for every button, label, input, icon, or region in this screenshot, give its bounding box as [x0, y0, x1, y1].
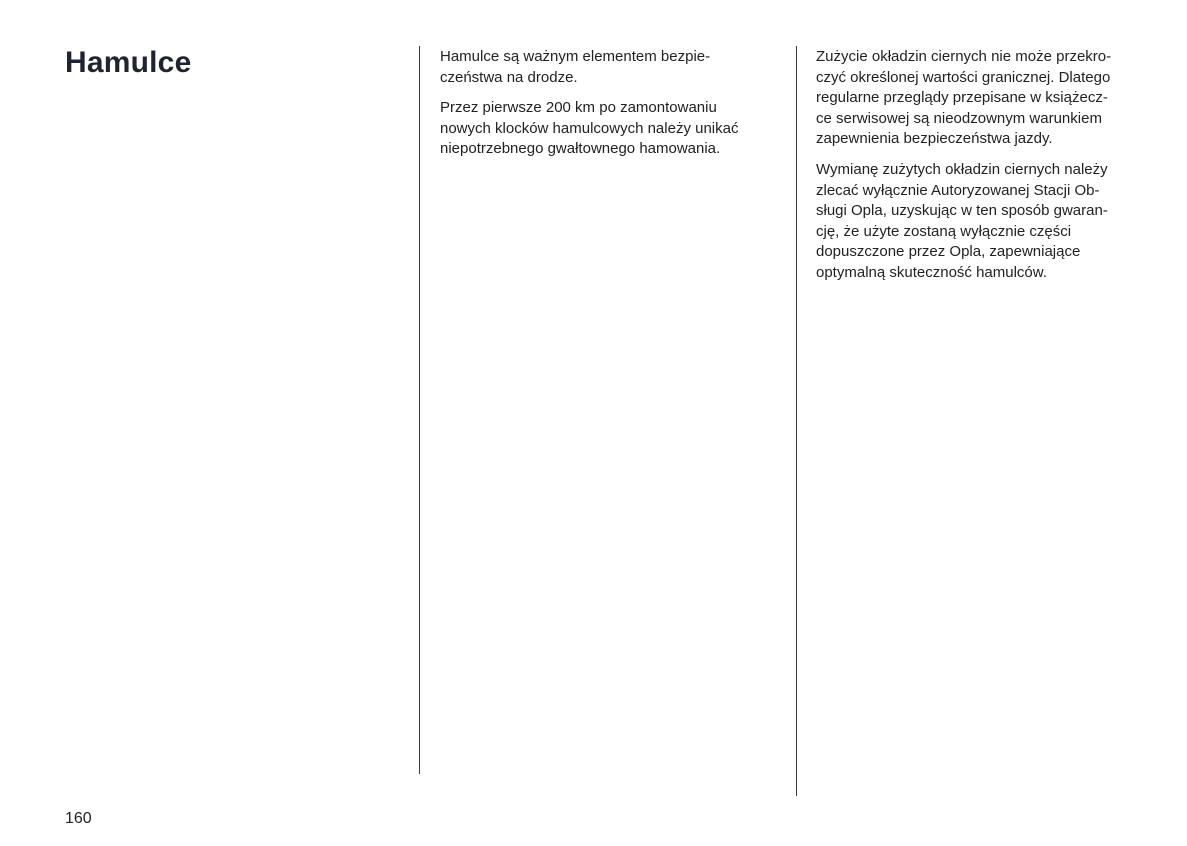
paragraph: Przez pierwsze 200 km po zamontowaniu nowych klocków hamulcowych należy unikać niepotrzebnego gwałtownego hamowania. [440, 99, 739, 158]
page-number: 160 [65, 810, 92, 827]
paragraph: Wymianę zużytych okładzin ciernych należy zlecać wyłącznie Autoryzowanej Stacji Ob- sługi Opla, uzyskując w ten sposób gwaran- cję, że użyte zostaną wyłącznie części dopuszczone przez Opla, zapewniające optymalną skuteczność hamulców. [816, 160, 1108, 281]
text-column-left [440, 47, 770, 170]
paragraph: Hamulce są ważnym elementem bezpie- czeństwa na drodze. [440, 48, 711, 86]
column-divider [419, 46, 420, 774]
column-divider [796, 46, 797, 796]
paragraph: Zużycie okładzin ciernych nie może przekro- czyć określonej wartości granicznej. Dlatego regularne przeglądy przepisane w książecz- ce serwisowej są nieodzownym warunkiem zapewnienia bezpieczeństwa jazdy. [816, 48, 1112, 148]
text-column-right [816, 47, 1156, 294]
page-title: Hamulce [65, 46, 192, 79]
